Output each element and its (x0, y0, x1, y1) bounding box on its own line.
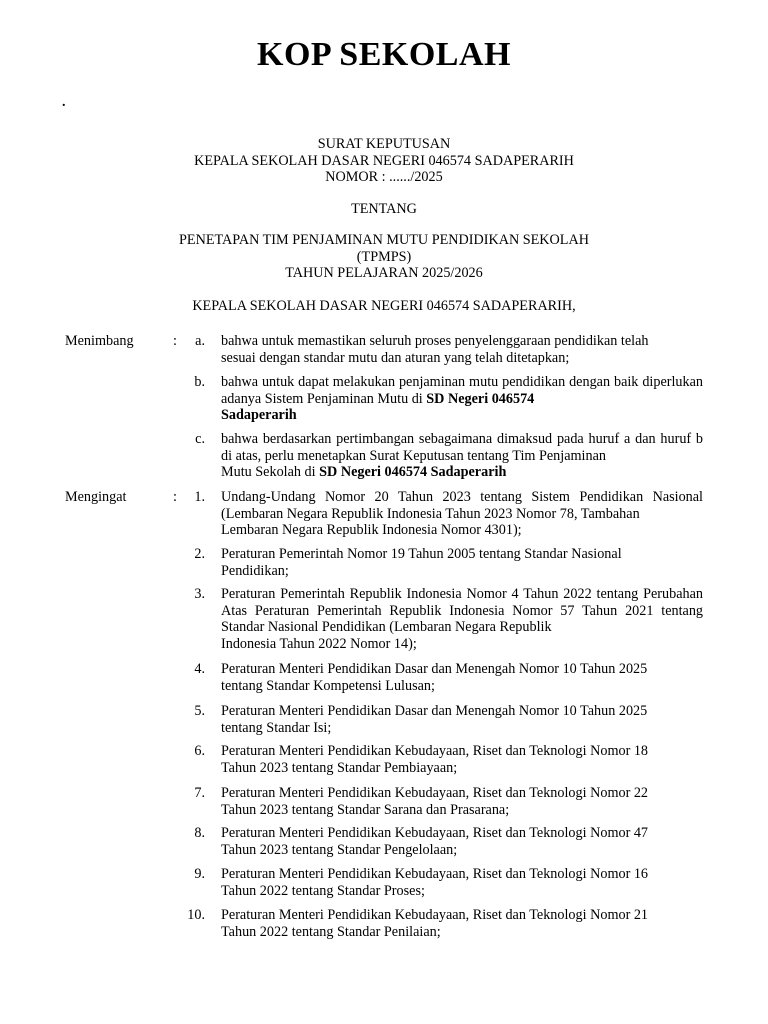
decree-title: SURAT KEPUTUSAN (317, 136, 451, 152)
item-text (221, 825, 703, 858)
item-line: tentang Standar Kompetensi Lulusan; (221, 677, 435, 694)
item-line: Tahun 2022 tentang Standar Penilaian; (221, 923, 441, 940)
item-line: huruf b di atas, perlu menetapkan Surat Keputusan tentang Tim Penjaminan (221, 431, 704, 464)
item-marker: 7. (194, 785, 205, 801)
item-bold-text: SD Negeri 046574 Sadaperarih (319, 464, 507, 480)
item-line: Tahun 2023 tentang Standar Sarana dan Prasarana; (221, 801, 510, 818)
item-line: sesuai dengan standar mutu dan aturan yang telah ditetapkan; (221, 349, 570, 366)
item-text (221, 661, 703, 694)
item-line: Peraturan Pemerintah Republik Indonesia Nomor 4 Tahun 2022 tentang (221, 586, 639, 602)
item-marker: 2. (194, 546, 205, 562)
item-marker: b. (194, 374, 205, 390)
item-line: 2021 tentang Standar Nasional Pendidikan (Lembaran Negara Republik (221, 602, 704, 635)
item-text (221, 785, 703, 818)
item-line: bahwa berdasarkan pertimbangan sebagaimana dimaksud pada huruf a dan (221, 431, 656, 447)
item-line: Peraturan Menteri Pendidikan Dasar dan Menengah Nomor 10 Tahun 2025 (221, 661, 648, 677)
item-line: Peraturan Pemerintah Nomor 19 Tahun 2005 tentang Standar Nasional (221, 546, 622, 562)
tentang-label: TENTANG (351, 201, 417, 217)
item-text (221, 374, 703, 424)
item-line: Perubahan Atas Peraturan Pemerintah Republik Indonesia Nomor 57 Tahun (221, 586, 703, 619)
item-line: Peraturan Menteri Pendidikan Kebudayaan, Riset dan Teknologi Nomor 22 (221, 785, 649, 801)
subject-line-3: TAHUN PELAJARAN 2025/2026 (285, 265, 483, 281)
item-line: diperlukan adanya Sistem Penjaminan Mutu di (221, 374, 703, 407)
item-line: Undang-Undang Nomor 20 Tahun 2023 tentang Sistem Pendidikan Nasional (221, 489, 703, 505)
item-marker: 9. (194, 866, 205, 882)
item-line: Tahun 2023 tentang Standar Pembiayaan; (221, 759, 458, 776)
item-marker: a. (195, 333, 205, 349)
menimbang-colon: : (173, 333, 177, 349)
issuer-line: KEPALA SEKOLAH DASAR NEGERI 046574 SADAPERARIH, (192, 298, 576, 314)
item-marker: 6. (194, 743, 205, 759)
item-bold-text: Sadaperarih (221, 407, 297, 423)
item-line: Indonesia Tahun 2022 Nomor 14); (221, 635, 417, 652)
item-line: (Lembaran Negara Republik Indonesia Tahun 2023 Nomor 78, Tambahan (221, 505, 640, 522)
item-marker: 10. (187, 907, 205, 923)
decree-title-block (0, 136, 768, 186)
tentang-block (0, 201, 768, 218)
item-line: Peraturan Menteri Pendidikan Kebudayaan, Riset dan Teknologi Nomor 47 (221, 825, 649, 841)
stray-dot: . (62, 95, 66, 110)
item-text (221, 586, 703, 652)
item-line: bahwa untuk dapat melakukan penjaminan mutu pendidikan dengan baik (221, 374, 639, 390)
item-line: Mutu Sekolah di (221, 464, 320, 480)
item-text (221, 703, 703, 736)
item-text (221, 907, 703, 940)
item-line: Peraturan Menteri Pendidikan Dasar dan Menengah Nomor 10 Tahun 2025 (221, 703, 648, 719)
decree-issuer-line: KEPALA SEKOLAH DASAR NEGERI 046574 SADAPERARIH (194, 152, 574, 169)
item-text (221, 866, 703, 899)
item-marker: 3. (194, 586, 205, 602)
item-line: Lembaran Negara Republik Indonesia Nomor 4301); (221, 522, 522, 538)
item-marker: c. (195, 431, 205, 447)
item-text (221, 333, 703, 366)
item-line: Pendidikan; (221, 562, 289, 579)
item-marker: 8. (194, 825, 205, 841)
item-line: bahwa untuk memastikan seluruh proses penyelenggaraan pendidikan telah (221, 333, 649, 349)
kop-sekolah-heading: KOP SEKOLAH (257, 36, 511, 73)
item-marker: 1. (194, 489, 205, 505)
item-marker: 4. (194, 661, 205, 677)
subject-line-1: PENETAPAN TIM PENJAMINAN MUTU PENDIDIKAN SEKOLAH (179, 232, 589, 248)
item-line: Tahun 2022 tentang Standar Proses; (221, 882, 425, 899)
item-marker: 5. (194, 703, 205, 719)
subject-block (0, 232, 768, 282)
item-bold-text: SD Negeri 046574 (426, 390, 535, 407)
item-text (221, 743, 703, 776)
item-line: Peraturan Menteri Pendidikan Kebudayaan, Riset dan Teknologi Nomor 18 (221, 743, 649, 759)
item-text (221, 546, 703, 579)
item-line: Peraturan Menteri Pendidikan Kebudayaan, Riset dan Teknologi Nomor 21 (221, 907, 649, 923)
mengingat-colon: : (173, 489, 177, 505)
mengingat-label: Mengingat (65, 489, 127, 505)
item-text (221, 431, 703, 481)
menimbang-label: Menimbang (65, 333, 134, 349)
item-text (221, 489, 703, 539)
item-line: Tahun 2023 tentang Standar Pengelolaan; (221, 841, 458, 858)
decree-number: NOMOR : ....../2025 (325, 169, 443, 185)
issuer-block (0, 298, 768, 315)
item-line: Peraturan Menteri Pendidikan Kebudayaan, Riset dan Teknologi Nomor 16 (221, 866, 649, 882)
item-line: tentang Standar Isi; (221, 719, 332, 736)
subject-line-2: (TPMPS) (356, 248, 412, 265)
